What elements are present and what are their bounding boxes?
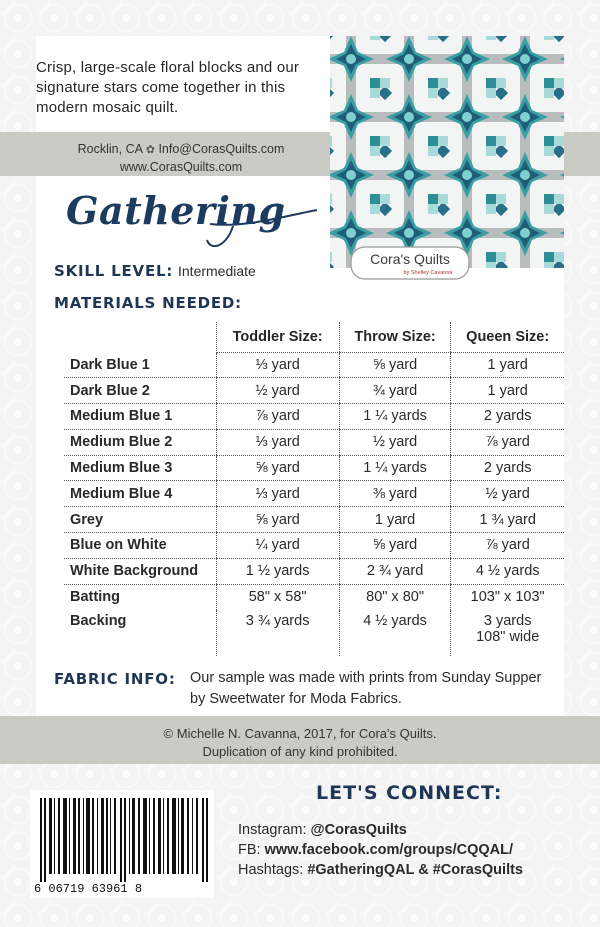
row-label: Batting xyxy=(70,589,120,606)
row-label: Medium Blue 3 xyxy=(64,455,216,481)
queen-cell: 1 yard xyxy=(451,378,564,404)
throw-cell: ½ yard xyxy=(339,429,451,455)
table-row xyxy=(64,404,564,430)
toddler-cell: ¼ yard xyxy=(216,533,339,559)
duplication-notice: Duplication of any kind prohibited. xyxy=(202,744,398,759)
throw-cell: ⅝ yard xyxy=(339,352,451,378)
website-link[interactable]: www.CorasQuilts.com xyxy=(119,160,243,174)
row-label: Medium Blue 2 xyxy=(64,429,216,455)
hashtags-label: Hashtags: xyxy=(238,862,304,878)
queen-cell: 1 yard xyxy=(451,352,564,378)
instagram-line xyxy=(238,822,407,838)
queen-cell: 103" x 103" xyxy=(451,584,564,610)
toddler-cell: 1 ½ yards xyxy=(216,558,339,584)
hashtags-line xyxy=(238,862,523,878)
toddler-cell: ⅝ yard xyxy=(216,455,339,481)
row-label: Blue on White xyxy=(64,533,216,559)
facebook-line xyxy=(238,842,513,858)
email-link[interactable]: Info@CorasQuilts.com xyxy=(158,142,285,156)
table-row xyxy=(64,429,564,455)
flower-icon: ✿ xyxy=(145,144,155,156)
throw-cell: 1 yard xyxy=(339,507,451,533)
hashtags-value: #GatheringQAL & #CorasQuilts xyxy=(307,862,523,878)
queen-backing-line2: 108" wide xyxy=(476,628,540,645)
quilt-photo xyxy=(330,36,564,268)
throw-cell: ¾ yard xyxy=(339,378,451,404)
toddler-cell: ⅓ yard xyxy=(216,481,339,507)
queen-cell: 2 yards xyxy=(451,404,564,430)
row-label: Dark Blue 2 xyxy=(64,378,216,404)
throw-cell: ⅝ yard xyxy=(339,533,451,559)
materials-heading: MATERIALS NEEDED: xyxy=(54,294,242,312)
queen-cell: 1 ¾ yard xyxy=(451,507,564,533)
table-row xyxy=(64,378,564,404)
barcode-digits: 6 06719 63961 8 xyxy=(34,882,143,896)
header-throw: Throw Size: xyxy=(339,322,451,352)
row-label: Medium Blue 4 xyxy=(64,481,216,507)
facebook-link[interactable]: www.facebook.com/groups/CQQAL/ xyxy=(264,842,513,858)
instagram-handle[interactable]: @CorasQuilts xyxy=(310,822,407,838)
location: Rocklin, CA xyxy=(77,142,143,156)
toddler-cell: 3 ¾ yards xyxy=(216,610,339,656)
queen-cell: ⅞ yard xyxy=(451,429,564,455)
throw-cell: 80" x 80" xyxy=(339,584,451,610)
instagram-label: Instagram: xyxy=(238,822,307,838)
copyright-line: © Michelle N. Cavanna, 2017, for Cora's Quilts. xyxy=(163,726,437,741)
queen-cell: 2 yards xyxy=(451,455,564,481)
fabric-info-heading: FABRIC INFO: xyxy=(54,670,176,688)
logo-byline: by Shelley Cavanna xyxy=(403,270,453,276)
throw-cell: 2 ¾ yard xyxy=(339,558,451,584)
throw-cell: ⅜ yard xyxy=(339,481,451,507)
materials-table xyxy=(64,322,564,656)
table-header-row xyxy=(64,322,564,352)
table-row xyxy=(64,455,564,481)
toddler-cell: ⅓ yard xyxy=(216,352,339,378)
toddler-cell: ⅓ yard xyxy=(216,429,339,455)
table-row xyxy=(64,533,564,559)
facebook-label: FB: xyxy=(238,842,261,858)
table-row xyxy=(64,610,564,656)
throw-cell: 1 ¼ yards xyxy=(339,455,451,481)
toddler-cell: ½ yard xyxy=(216,378,339,404)
header-blank xyxy=(64,322,216,352)
row-label: Grey xyxy=(64,507,216,533)
row-label: Backing xyxy=(70,612,127,629)
header-toddler: Toddler Size: xyxy=(216,322,339,352)
queen-cell xyxy=(451,610,564,656)
title-swash-decoration xyxy=(205,206,325,266)
toddler-cell: 58" x 58" xyxy=(216,584,339,610)
table-row xyxy=(64,507,564,533)
header-queen: Queen Size: xyxy=(451,322,564,352)
queen-backing-line1: 3 yards xyxy=(483,612,532,629)
tagline: Crisp, large-scale floral blocks and our signature stars come together in this modern mosaic quilt. xyxy=(36,59,300,116)
barcode-icon xyxy=(40,798,208,882)
toddler-cell: ⅝ yard xyxy=(216,507,339,533)
row-label: Dark Blue 1 xyxy=(64,352,216,378)
quilt-mosaic xyxy=(330,36,564,268)
table-row xyxy=(64,584,564,610)
skill-level-value: Intermediate xyxy=(178,263,256,279)
row-label: White Background xyxy=(64,558,216,584)
table-row xyxy=(64,481,564,507)
pattern-title: Gathering xyxy=(66,188,286,233)
throw-cell: 4 ½ yards xyxy=(339,610,451,656)
connect-heading: LET'S CONNECT: xyxy=(316,782,503,804)
queen-cell: ½ yard xyxy=(451,481,564,507)
table-row xyxy=(64,352,564,378)
queen-cell: 4 ½ yards xyxy=(451,558,564,584)
queen-cell: ⅞ yard xyxy=(451,533,564,559)
throw-cell: 1 ¼ yards xyxy=(339,404,451,430)
fabric-info-text: Our sample was made with prints from Sunday Supper by Sweetwater for Moda Fabrics. xyxy=(190,670,542,707)
skill-level-heading: SKILL LEVEL: xyxy=(54,262,174,280)
contact-line xyxy=(36,142,326,156)
row-label: Medium Blue 1 xyxy=(64,404,216,430)
coras-quilts-logo xyxy=(350,246,470,280)
toddler-cell: ⅞ yard xyxy=(216,404,339,430)
logo-name: Cora's Quilts xyxy=(370,251,450,267)
table-row xyxy=(64,558,564,584)
